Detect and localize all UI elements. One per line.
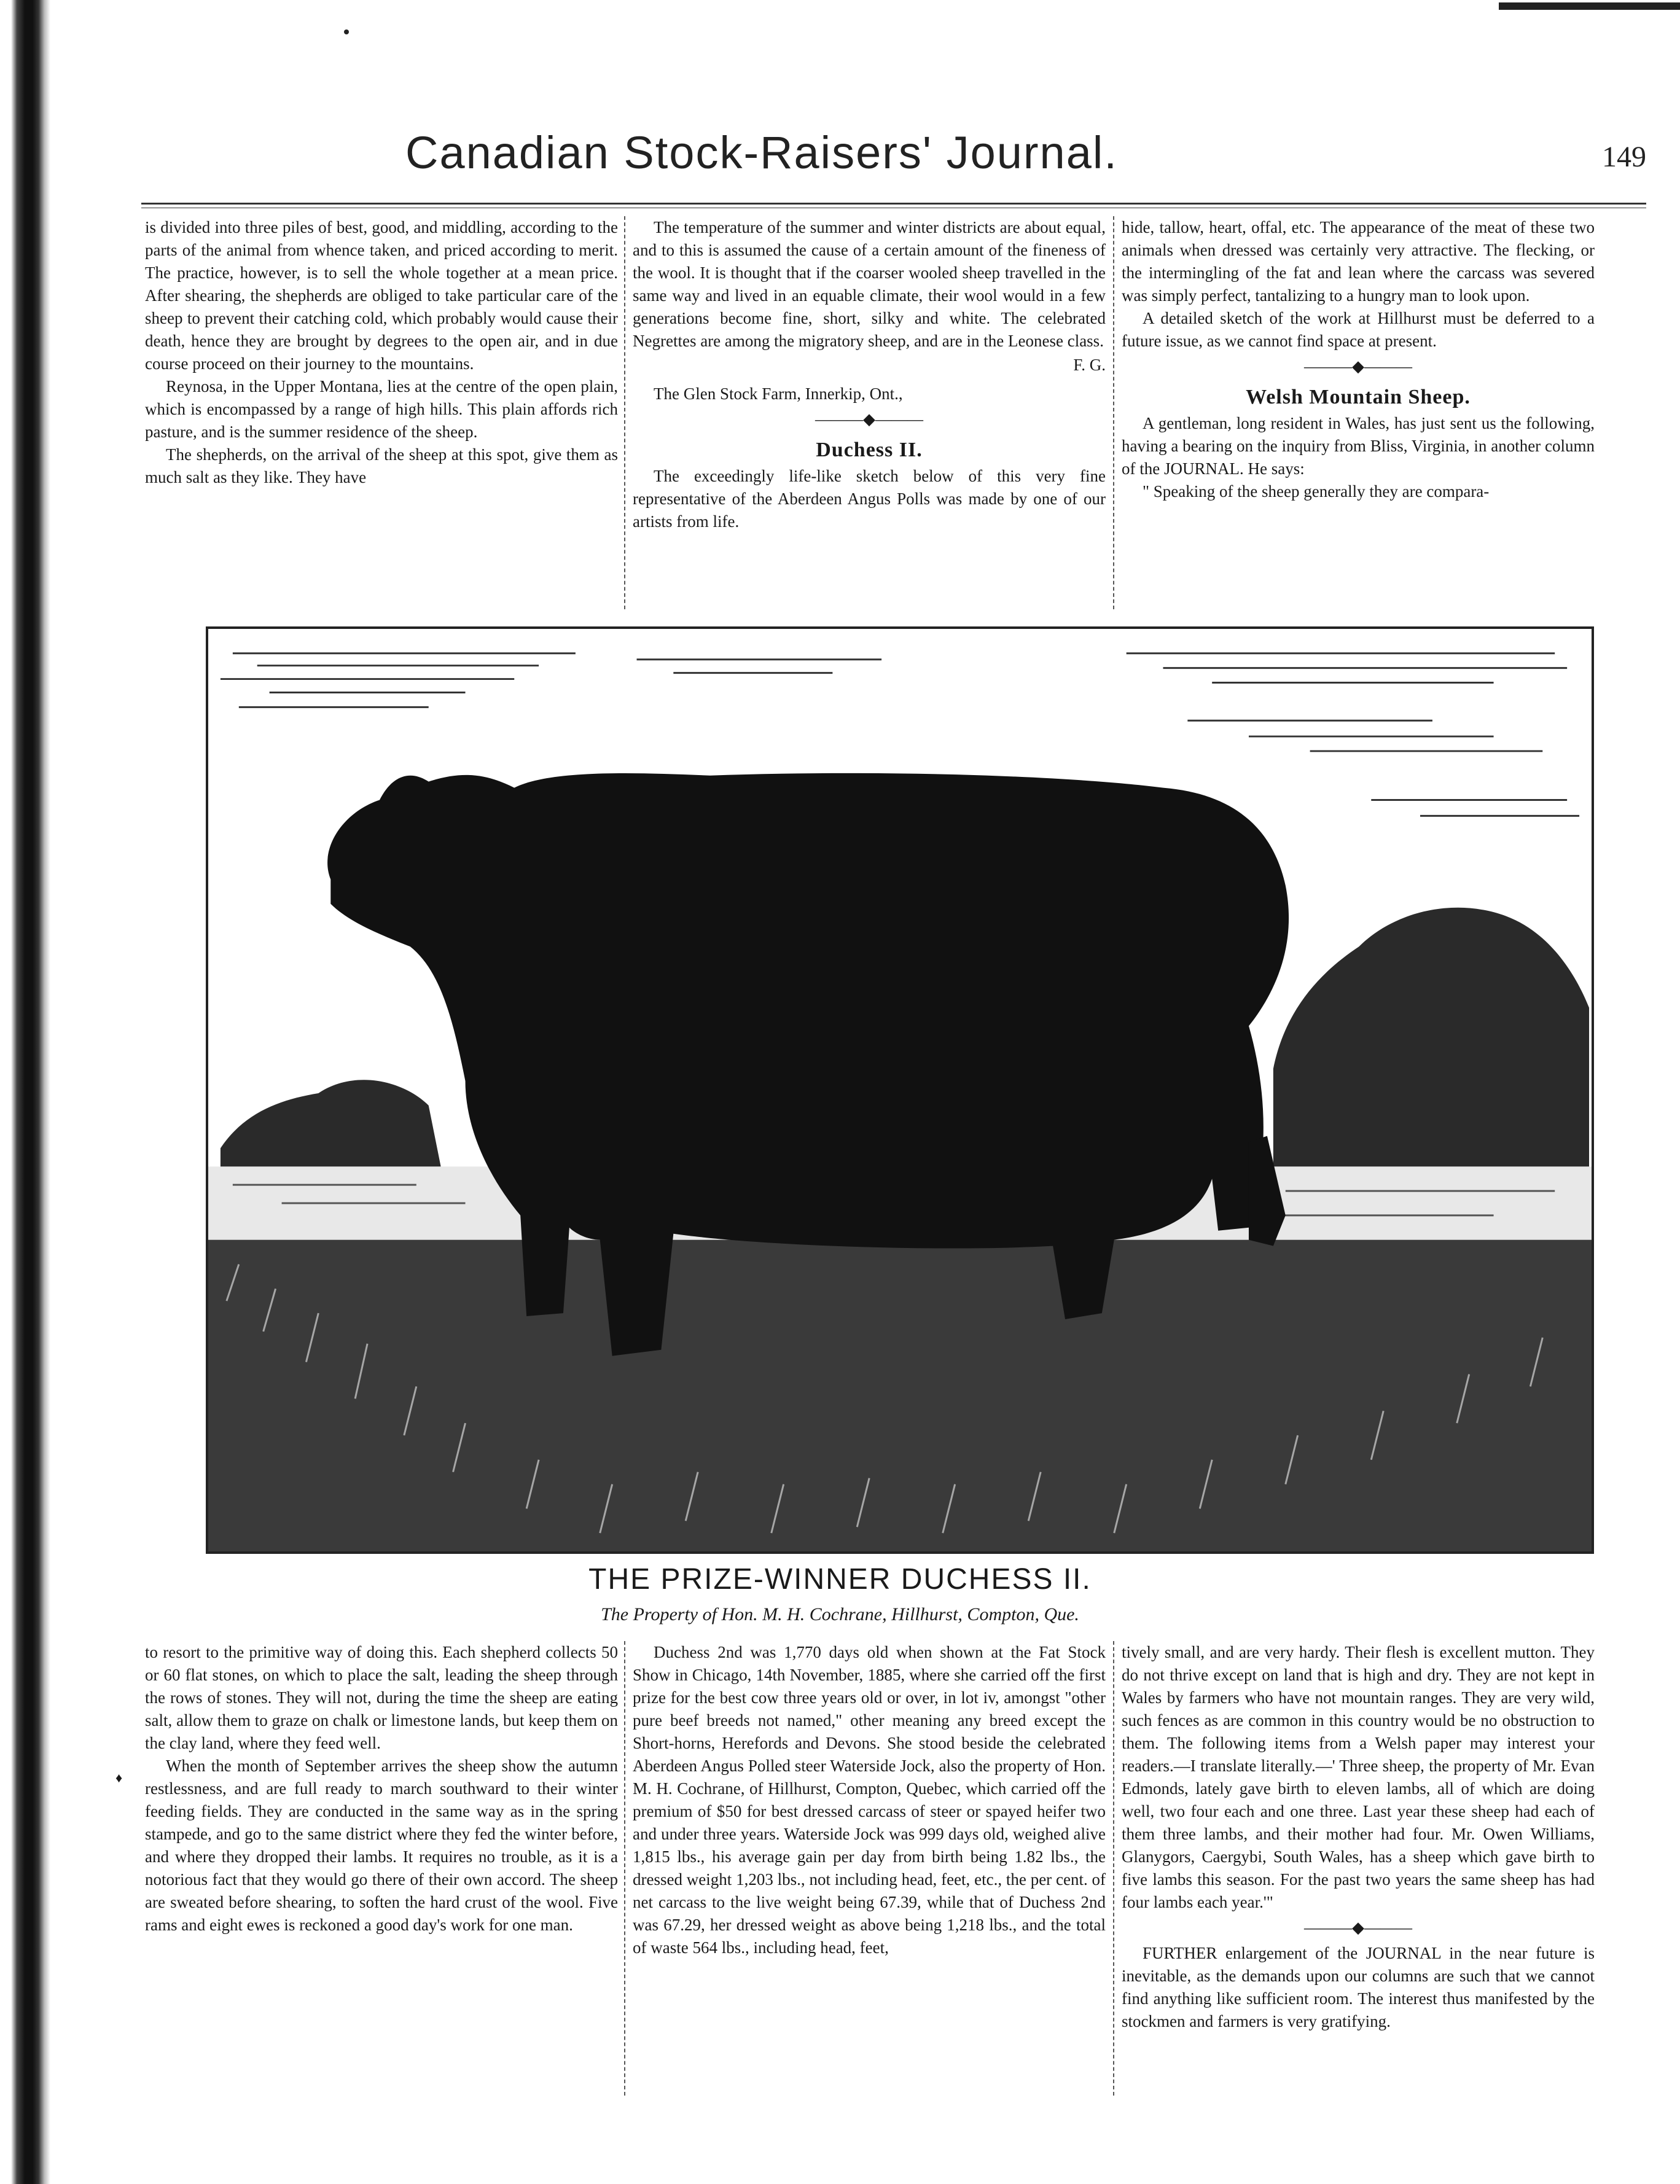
bottom-column-2 [633, 1641, 1106, 1959]
cow-illustration [208, 629, 1592, 1551]
top-column-3 [1122, 216, 1595, 503]
section-heading-duchess: Duchess II. [816, 439, 923, 461]
paragraph: A gentleman, long resident in Wales, has just sent us the following, having a bearing on the inquiry from Bliss, Virginia, in another column of the JOURNAL. He says: [1122, 414, 1595, 478]
right-trees [1273, 908, 1589, 1179]
page-header [141, 127, 1646, 200]
section-ornament: ———◆——— [815, 410, 923, 428]
paragraph: The exceedingly life-like sketch below of this very fine representative of the Aberdeen Angus Polls was made by one of our artists from life. [633, 467, 1106, 531]
column-divider [624, 216, 625, 609]
farm-location: The Glen Stock Farm, Innerkip, Ont., [654, 384, 903, 403]
paragraph: to resort to the primitive way of doing this. Each shepherd collects 50 or 60 flat stones, on which to place the salt, leading the sheep through the rows of stones. They will not, during the time the sheep are eating salt, allow them to graze on chalk or limestone lands, but keep them on the clay land, where they feed well. [145, 1643, 618, 1752]
cow-engraving [206, 626, 1594, 1554]
paragraph: When the month of September arrives the sheep show the autumn restlessness, and are full ready to march southward to their winter feeding fields. They are conducted in the same way as in the spring stampede, and go to the same district where they fed the winter before, and where they dropped their lambs. It requires no trouble, as it is a notorious fact that they would go there of their own accord. The sheep are sweated before shearing, to soften the hard crust of the wool. Five rams and eight ewes is reckoned a good day's work for one man. [145, 1757, 618, 1934]
paragraph: The temperature of the summer and winter districts are about equal, and to this is assumed the cause of a certain amount of the fineness of the wool. It is thought that if the coarser wooled sheep travelled in the same way and lived in an equable climate, their wool would in a few generations become fine, short, silky and white. The celebrated Negrettes are among the migratory sheep, and are in the Leonese class. [633, 218, 1106, 350]
scan-speck [344, 29, 349, 34]
paragraph: A detailed sketch of the work at Hillhurst must be deferred to a future issue, as we cannot find space at present. [1122, 309, 1595, 350]
paragraph: is divided into three piles of best, good, and middling, according to the parts of the animal from whence taken, and priced according to merit. The practice, however, is to sell the whole together at a mean price. After shearing, the shepherds are obliged to take particular care of the sheep to prevent their catching cold, which probably would cause their death, hence they are brought by degrees to the open air, and in due course proceed on their journey to the mountains. [145, 218, 618, 373]
signature: F. G. [1073, 356, 1106, 374]
journal-title: Canadian Stock-Raisers' Journal. [405, 127, 1118, 178]
paragraph: FURTHER enlargement of the JOURNAL in the near future is inevitable, as the demands upon our columns are such that we cannot find anything like sufficient room. The interest thus manifested by the stockmen and farmers is very gratifying. [1122, 1944, 1595, 2030]
top-column-2 [633, 216, 1106, 533]
paragraph: Duchess 2nd was 1,770 days old when shown at the Fat Stock Show in Chicago, 14th November, 1885, where she carried off the first prize for the best cow three years old or over, in lot iv, amongst "other pure beef breeds not named," other meaning any breed except the Short-horns, Herefords and Devons. She stood beside the celebrated Aberdeen Angus Polled steer Waterside Jock, also the property of Hon. M. H. Cochrane, of Hillhurst, Compton, Quebec, which carried off the premium of $50 for best dressed carcass of steer or spayed heifer two and under three years. Waterside Jock was 999 days old, weighed alive 1,815 lbs., his average gain per day from birth being 1.82 lbs., the dressed weight 1,203 lbs., not including head, feet, etc., the per cent. of net carcass to the live weight being 67.39, while that of Duchess 2nd was 67.29, her dressed weight as above being 1,218 lbs., and the total of waste 564 lbs., including head, feet, [633, 1643, 1106, 1957]
paragraph: The shepherds, on the arrival of the sheep at this spot, give them as much salt as they like. They have [145, 445, 618, 486]
section-ornament: ———◆——— [1304, 357, 1412, 375]
section-ornament: ———◆——— [1304, 1919, 1412, 1936]
page-number: 149 [1602, 141, 1646, 173]
column-divider [1113, 1641, 1114, 2096]
left-trees [221, 1080, 441, 1179]
bottom-column-1 [145, 1641, 618, 1936]
top-column-1 [145, 216, 618, 489]
grass-field [208, 1240, 1592, 1551]
margin-bullet-icon: ♦ [115, 1770, 123, 1785]
header-rule [141, 203, 1646, 205]
section-heading-welsh-sheep: Welsh Mountain Sheep. [1246, 386, 1471, 408]
bottom-column-3 [1122, 1641, 1595, 2033]
quote-start: " Speaking of the sheep generally they are compara- [1143, 482, 1490, 501]
scan-top-rule [1499, 2, 1680, 10]
column-divider [624, 1641, 625, 2096]
illustration-title: THE PRIZE-WINNER DUCHESS II. [588, 1563, 1092, 1596]
column-divider [1113, 216, 1114, 609]
paragraph: Reynosa, in the Upper Montana, lies at the centre of the open plain, which is encompassed by a range of high hills. This plain affords rich pasture, and is the summer residence of the sheep. [145, 377, 618, 441]
paragraph: tively small, and are very hardy. Their flesh is excellent mutton. They do not thrive except on land that is high and dry. They are not kept in Wales by farmers who have not mountain ranges. They are very wild, such fences as are common in this country would be no obstruction to them. The following items from a Welsh paper may interest your readers.—I translate literally.—' Three sheep, the property of Mr. Evan Edmonds, lately gave birth to eleven lambs, all of which are doing well, two four each and one three. Last year these sheep had each of them three lambs, and their mother had four. Mr. Owen Williams, Glanygors, Caergybi, South Wales, has a sheep which gave birth to five lambs this season. For the past two years the same sheep has had four lambs each year.'" [1122, 1643, 1595, 1911]
scan-edge-shadow [11, 0, 50, 2184]
illustration-subtitle: The Property of Hon. M. H. Cochrane, Hillhurst, Compton, Que. [601, 1604, 1079, 1624]
paragraph: hide, tallow, heart, offal, etc. The appearance of the meat of these two animals when dressed was certainly very attractive. The flecking, or the intermingling of the fat and lean where the carcass was severed was simply perfect, tantalizing to a hungry man to look upon. [1122, 218, 1595, 305]
